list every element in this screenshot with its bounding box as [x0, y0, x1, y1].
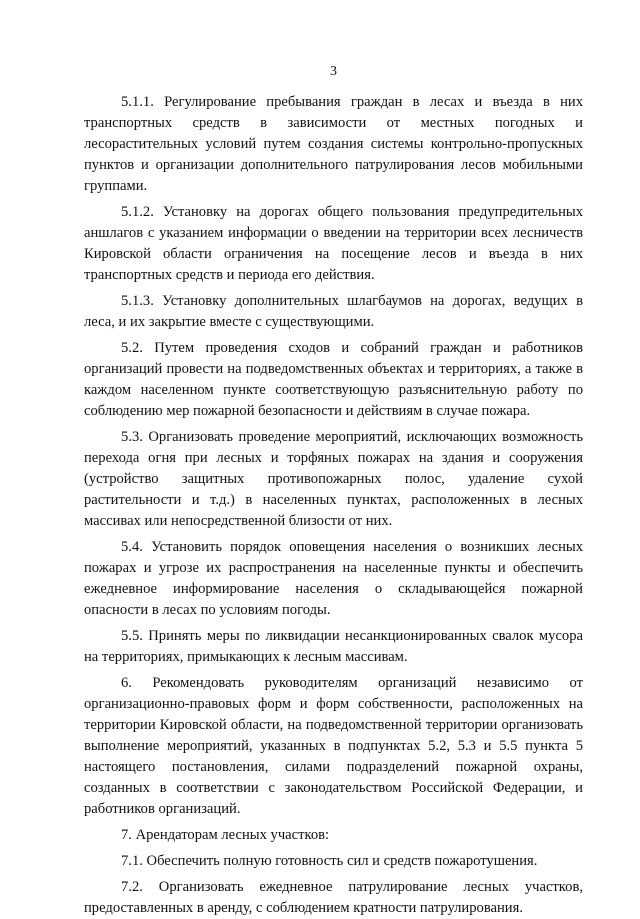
paragraph-7-1: 7.1. Обеспечить полную готовность сил и средств пожаротушения.	[121, 853, 538, 869]
paragraph-5-4: 5.4. Установить порядок оповещения населения о возникших лесных пожарах и угрозе их распространения на населенные пункты и обеспечить ежедневное информирование населения о складывающейся пожарной опасности в лесах по условиям погоды.	[84, 539, 583, 618]
paragraph-5-2: 5.2. Путем проведения сходов и собраний граждан и работников организаций провести на подведомственных объектах и территориях, а также в каждом населенном пункте соответствующую разъяснительную работу по соблюдению мер пожарной безопасности и действиям в случае пожара.	[84, 340, 583, 419]
paragraph-5-1-3: 5.1.3. Установку дополнительных шлагбаумов на дорогах, ведущих в леса, и их закрытие вместе с существующими.	[84, 293, 583, 330]
page-number: 3	[330, 64, 337, 79]
paragraph-5-3: 5.3. Организовать проведение мероприятий, исключающих возможность перехода огня при лесных и торфяных пожарах на здания и сооружения (устройство защитных противопожарных полос, удаление сухой растительности и т.д.) в населенных пунктах, расположенных в лесных массивах или непосредственной близости от них.	[84, 429, 583, 529]
paragraph-5-5: 5.5. Принять меры по ликвидации несанкционированных свалок мусора на территориях, примыкающих к лесным массивам.	[84, 628, 583, 665]
paragraph-7-2: 7.2. Организовать ежедневное патрулирование лесных участков, предоставленных в аренду, с соблюдением кратности патрулирования.	[84, 879, 583, 916]
paragraph-5-1-1: 5.1.1. Регулирование пребывания граждан в лесах и въезда в них транспортных средств в зависимости от местных погодных и лесорастительных условий путем создания системы контрольно-пропускных пунктов и организации дополнительного патрулирования лесов мобильными группами.	[84, 94, 583, 194]
paragraph-5-1-2: 5.1.2. Установку на дорогах общего пользования предупредительных аншлагов с указанием информации о введении на территории всех лесничеств Кировской области ограничения на посещение лесов и въезда в них транспортных средств и периода его действия.	[84, 204, 583, 283]
paragraph-6: 6. Рекомендовать руководителям организаций независимо от организационно-правовых форм и форм собственности, расположенных на территории Кировской области, на подведомственной территории организовать выполнение мероприятий, указанных в подпунктах 5.2, 5.3 и 5.5 пункта 5 настоящего постановления, силами подразделений пожарной охраны, созданных в соответствии с законодательством Российской Федерации, и работников организаций.	[84, 675, 583, 817]
paragraph-7: 7. Арендаторам лесных участков:	[121, 827, 330, 843]
